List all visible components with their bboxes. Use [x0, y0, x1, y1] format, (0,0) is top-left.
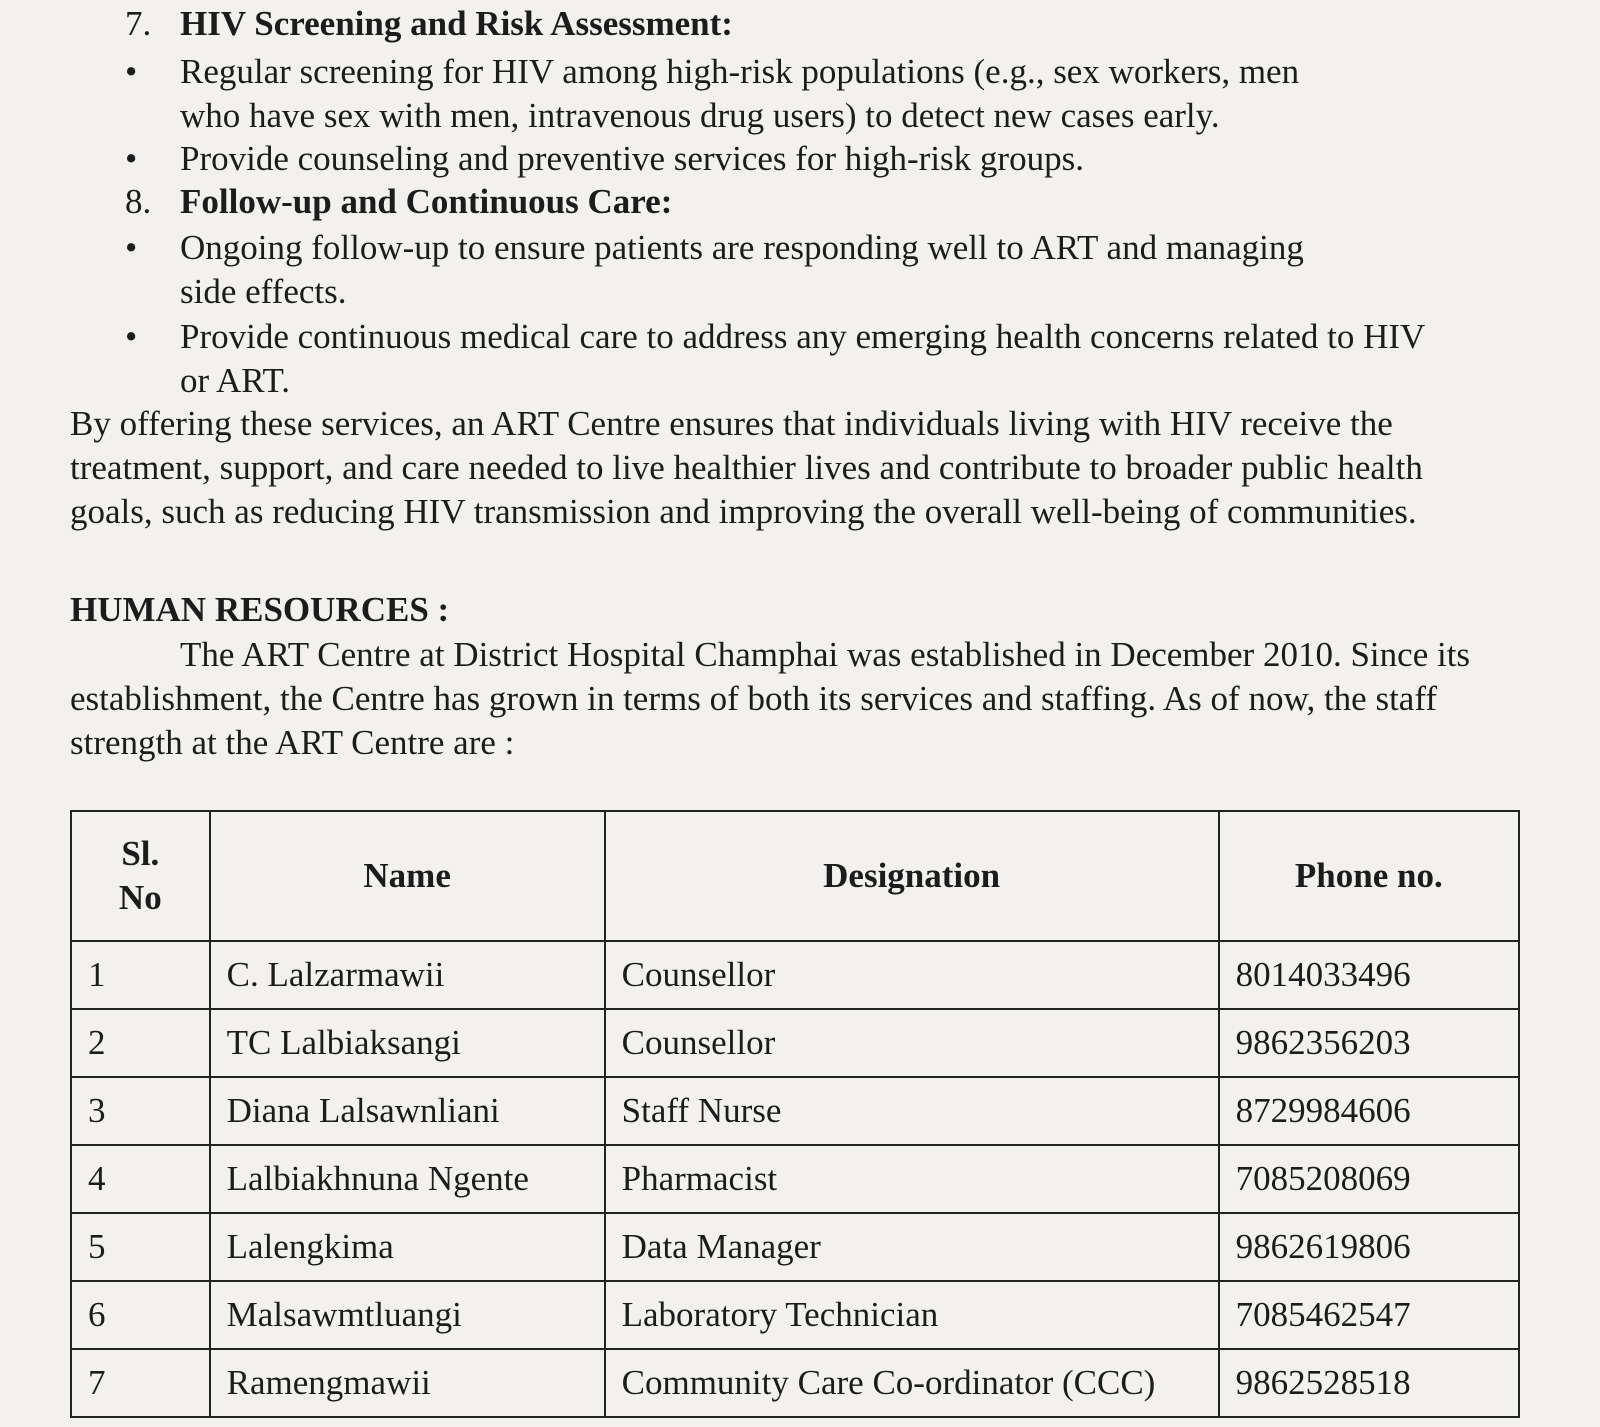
cell-name: Malsawmtluangi: [210, 1281, 605, 1349]
cell-designation: Counsellor: [605, 1009, 1219, 1077]
table-row: [71, 1281, 1519, 1349]
cell-phone: 7085208069: [1219, 1145, 1519, 1213]
section-number: 7.: [125, 4, 152, 43]
cell-sl-no: 6: [71, 1281, 210, 1349]
table-row: [71, 1077, 1519, 1145]
cell-sl-no: 7: [71, 1349, 210, 1417]
cell-designation: Counsellor: [605, 941, 1219, 1009]
bullet-icon: •: [125, 317, 138, 356]
cell-phone: 8014033496: [1219, 941, 1519, 1009]
cell-name: Lalbiakhnuna Ngente: [210, 1145, 605, 1213]
cell-name: Diana Lalsawnliani: [210, 1077, 605, 1145]
column-header-phone: Phone no.: [1219, 811, 1519, 941]
list-item-text: Ongoing follow-up to ensure patients are responding well to ART and managing side effects.: [180, 228, 1304, 311]
cell-sl-no: 1: [71, 941, 210, 1009]
cell-designation: Data Manager: [605, 1213, 1219, 1281]
table-row: [71, 941, 1519, 1009]
cell-name: Lalengkima: [210, 1213, 605, 1281]
human-resources-paragraph: The ART Centre at District Hospital Champhai was established in December 2010. Since its establishment, the Centre has grown in terms of both its services and staffing. As of now, the staff strength at the ART Centre are :: [70, 635, 1471, 762]
list-item-text: Provide counseling and preventive services for high-risk groups.: [180, 139, 1084, 178]
cell-sl-no: 3: [71, 1077, 210, 1145]
bullet-icon: •: [125, 139, 138, 178]
cell-sl-no: 4: [71, 1145, 210, 1213]
cell-designation: Laboratory Technician: [605, 1281, 1219, 1349]
cell-phone: 9862356203: [1219, 1009, 1519, 1077]
column-header-name: Name: [210, 811, 605, 941]
list-item-text: Provide continuous medical care to address any emerging health concerns related to HIV or ART.: [180, 317, 1425, 400]
section-title: Follow-up and Continuous Care:: [180, 182, 673, 221]
human-resources-heading: HUMAN RESOURCES :: [70, 590, 450, 629]
section-title: HIV Screening and Risk Assessment:: [180, 4, 733, 43]
section-number: 8.: [125, 182, 152, 221]
table-row: [71, 1009, 1519, 1077]
cell-phone: 9862528518: [1219, 1349, 1519, 1417]
cell-designation: Pharmacist: [605, 1145, 1219, 1213]
table-row: [71, 1349, 1519, 1417]
cell-phone: 7085462547: [1219, 1281, 1519, 1349]
column-header-sl-no: Sl. No: [71, 811, 210, 941]
list-item-text: Regular screening for HIV among high-risk populations (e.g., sex workers, men who have sex with men, intravenous drug users) to detect new cases early.: [180, 52, 1300, 135]
cell-designation: Staff Nurse: [605, 1077, 1219, 1145]
bullet-icon: •: [125, 52, 138, 91]
table-row: [71, 1213, 1519, 1281]
cell-designation: Community Care Co-ordinator (CCC): [605, 1349, 1219, 1417]
bullet-icon: •: [125, 228, 138, 267]
closing-paragraph: By offering these services, an ART Centre ensures that individuals living with HIV receive the treatment, support, and care needed to live healthier lives and contribute to broader public health goals, such as reducing HIV transmission and improving the overall well-being of communities.: [70, 404, 1423, 531]
cell-name: C. Lalzarmawii: [210, 941, 605, 1009]
column-header-designation: Designation: [605, 811, 1219, 941]
cell-phone: 8729984606: [1219, 1077, 1519, 1145]
table-header-row: [71, 811, 1519, 941]
cell-phone: 9862619806: [1219, 1213, 1519, 1281]
staff-table: [70, 810, 1520, 1418]
cell-sl-no: 5: [71, 1213, 210, 1281]
table-row: [71, 1145, 1519, 1213]
cell-name: Ramengmawii: [210, 1349, 605, 1417]
cell-name: TC Lalbiaksangi: [210, 1009, 605, 1077]
cell-sl-no: 2: [71, 1009, 210, 1077]
